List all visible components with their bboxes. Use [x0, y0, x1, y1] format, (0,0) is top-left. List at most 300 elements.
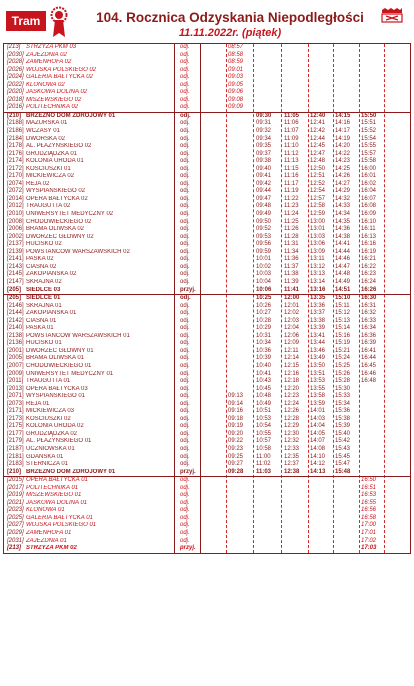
departure-tag: odj. — [180, 158, 190, 165]
departure-time: 15:19 — [335, 340, 351, 347]
departure-time: 16:22 — [361, 263, 377, 270]
table-row — [4, 476, 410, 485]
departure-time: 12:35 — [284, 453, 300, 460]
table-row — [4, 522, 410, 530]
departure-time: 13:44 — [310, 340, 326, 347]
departure-time: 13:06 — [310, 241, 326, 248]
departure-time: 16:26 — [361, 286, 377, 293]
stop-code: [2009] — [7, 370, 24, 377]
departure-time: 11:38 — [284, 271, 299, 278]
departure-time: 15:11 — [335, 302, 350, 309]
departure-time: 11:16 — [284, 173, 299, 180]
stop-name: STERNICZA 01 — [26, 461, 69, 468]
departure-time: 13:55 — [310, 385, 326, 392]
stop-code: [210] — [7, 468, 22, 475]
departure-time: 09:56 — [256, 241, 272, 248]
stop-name: CHODOWIECKIEGO 01 — [26, 362, 92, 369]
stop-code: [2186] — [7, 128, 24, 135]
departure-time: 13:41 — [310, 332, 326, 339]
departure-tag: odj. — [180, 355, 190, 362]
departure-time: 14:38 — [335, 233, 351, 240]
departure-time: 09:16 — [228, 408, 244, 415]
departure-tag: odj. — [180, 120, 190, 127]
departure-tag: odj. — [180, 44, 190, 50]
departure-tag: odj. — [180, 507, 190, 514]
departure-time: 15:47 — [335, 461, 351, 468]
departure-tag: odj. — [180, 180, 190, 187]
departure-time: 10:01 — [256, 256, 272, 263]
stop-name: UNIWERSYTET MEDYCZNY 02 — [26, 211, 114, 218]
departure-tag: odj. — [180, 530, 190, 536]
table-row — [4, 371, 410, 379]
departure-time: 14:17 — [335, 128, 351, 135]
departure-time: 13:14 — [310, 278, 326, 285]
departure-tag: odj. — [180, 499, 190, 506]
stop-code: [2021] — [7, 499, 24, 506]
departure-time: 14:46 — [335, 256, 351, 263]
stop-code: [2026] — [7, 66, 24, 73]
departure-time: 11:17 — [284, 180, 299, 187]
table-row — [4, 97, 410, 105]
departure-time: 14:33 — [335, 203, 351, 210]
stop-name: KLONOWA 01 — [26, 507, 65, 514]
table-row — [4, 89, 410, 97]
departure-time: 09:53 — [256, 233, 272, 240]
departure-time: 12:47 — [310, 150, 326, 157]
stop-code: [2014] — [7, 195, 24, 202]
stop-code: [2138] — [7, 332, 24, 339]
table-row — [4, 196, 410, 204]
departure-time: 16:31 — [361, 302, 377, 309]
departure-time: 12:14 — [284, 355, 300, 362]
departure-time: 12:30 — [284, 430, 300, 437]
departure-time: 12:09 — [284, 340, 300, 347]
stop-name: BRAMA OLIWSKA 01 — [26, 355, 85, 362]
departure-time: 12:42 — [310, 128, 326, 135]
departure-time: 16:41 — [361, 347, 377, 354]
departure-time: 15:30 — [335, 385, 351, 392]
stop-name: SIEDLCE 03 — [26, 286, 61, 293]
departure-time: 09:52 — [256, 226, 272, 233]
departure-time: 13:12 — [310, 263, 326, 270]
departure-time: 11:23 — [284, 203, 299, 210]
departure-tag: odj. — [180, 484, 190, 491]
table-row — [4, 59, 410, 67]
table-row — [4, 249, 410, 257]
departure-time: 16:24 — [361, 278, 377, 285]
departure-time: 13:37 — [310, 310, 326, 317]
stop-code: [205] — [7, 286, 22, 293]
stop-code: [2179] — [7, 438, 24, 445]
departure-time: 09:19 — [228, 423, 244, 430]
stop-code: [2176] — [7, 150, 24, 157]
table-row — [4, 310, 410, 318]
departure-time: 12:11 — [284, 347, 299, 354]
departure-time: 12:57 — [310, 195, 326, 202]
departure-time: 12:16 — [284, 370, 300, 377]
table-row — [4, 241, 410, 249]
departure-tag: odj. — [180, 195, 190, 202]
table-row — [4, 256, 410, 264]
stop-code: [213] — [7, 545, 22, 552]
departure-time: 09:28 — [228, 468, 244, 475]
departure-time: 09:27 — [228, 461, 244, 468]
departure-time: 10:43 — [256, 378, 272, 385]
stop-code: [2001] — [7, 347, 24, 354]
table-row — [4, 158, 410, 166]
departure-time: 15:55 — [361, 143, 377, 150]
stop-name: TRAUGUTTA 02 — [26, 203, 71, 210]
stop-code: [2015] — [7, 477, 24, 484]
departure-time: 16:56 — [361, 507, 377, 514]
table-row — [4, 166, 410, 174]
stop-code: [2025] — [7, 514, 24, 521]
table-row — [4, 500, 410, 508]
stop-code: [2142] — [7, 317, 24, 324]
departure-time: 10:31 — [256, 332, 272, 339]
stop-name: ZAJEZDNIA 02 — [26, 51, 67, 58]
departure-time: 13:09 — [310, 248, 326, 255]
departure-tag: odj. — [180, 143, 190, 150]
departure-time: 12:59 — [310, 211, 326, 218]
stop-code: [2017] — [7, 484, 24, 491]
departure-time: 13:35 — [310, 295, 326, 302]
stop-code: [2018] — [7, 96, 24, 103]
table-row — [4, 136, 410, 144]
departure-time: 10:48 — [256, 393, 272, 400]
departure-tag: odj. — [180, 295, 191, 302]
departure-time: 10:29 — [256, 325, 272, 332]
table-row — [4, 181, 410, 189]
table-row — [4, 74, 410, 82]
departure-time: 09:59 — [256, 248, 272, 255]
departure-time: 13:39 — [310, 325, 326, 332]
departure-time: 10:57 — [256, 438, 272, 445]
departure-time: 15:50 — [361, 112, 377, 119]
departure-time: 16:30 — [361, 295, 377, 302]
departure-tag: odj. — [180, 438, 190, 445]
stop-name: MISZEWSKIEGO 01 — [26, 492, 82, 499]
stop-name: ZAKOPIAŃSKA 02 — [26, 271, 77, 278]
stop-code: [2010] — [7, 211, 24, 218]
table-row — [4, 538, 410, 546]
table-row — [4, 469, 410, 477]
departure-tag: odj. — [180, 370, 190, 377]
departure-time: 13:13 — [310, 271, 326, 278]
stop-code: [2005] — [7, 355, 24, 362]
departure-tag: odj. — [180, 165, 190, 172]
departure-time: 15:43 — [335, 445, 351, 452]
departure-tag: odj. — [180, 112, 191, 119]
departure-time: 16:01 — [361, 173, 377, 180]
departure-tag: odj. — [180, 445, 190, 452]
departure-time: 12:44 — [310, 135, 326, 142]
departure-tag: odj. — [180, 81, 190, 88]
departure-tag: odj. — [180, 96, 190, 103]
departure-time: 15:21 — [335, 347, 351, 354]
departure-tag: odj. — [180, 461, 190, 468]
stop-name: ZAKOPIAŃSKA 01 — [26, 310, 77, 317]
departure-time: 12:02 — [284, 310, 300, 317]
table-row — [4, 219, 410, 227]
departure-time: 16:50 — [361, 477, 377, 484]
departure-tag: odj. — [180, 59, 190, 66]
stop-name: POLITECHNIKA 02 — [26, 104, 79, 111]
departure-time: 16:36 — [361, 332, 377, 339]
departure-time: 10:03 — [256, 271, 272, 278]
departure-tag: odj. — [180, 263, 190, 270]
stop-code: [2181] — [7, 453, 24, 460]
stop-code: [2011] — [7, 378, 24, 385]
stop-name: REJA 02 — [26, 180, 50, 187]
table-row — [4, 264, 410, 272]
table-row — [4, 128, 410, 136]
departure-time: 14:20 — [335, 143, 351, 150]
stop-code: [2013] — [7, 385, 24, 392]
departure-time: 16:34 — [361, 325, 377, 332]
departure-tag: odj. — [180, 408, 190, 415]
stop-name: GRUDZIĄDZKA 02 — [26, 430, 78, 437]
stop-name: DWORSKA 02 — [26, 135, 66, 142]
departure-time: 12:32 — [284, 438, 300, 445]
departure-time: 09:31 — [256, 120, 272, 127]
departure-time: 14:15 — [335, 112, 351, 119]
departure-time: 16:58 — [361, 514, 377, 521]
departure-time: 13:38 — [310, 317, 326, 324]
departure-time: 15:52 — [361, 128, 377, 135]
stop-name: SKRAJNA 02 — [26, 278, 62, 285]
stop-code: [2171] — [7, 408, 24, 415]
stop-code: [2016] — [7, 104, 24, 111]
departure-time: 13:11 — [310, 256, 325, 263]
departure-time: 10:45 — [256, 385, 272, 392]
departure-tag: odj. — [180, 332, 190, 339]
stop-name: PASKA 02 — [26, 256, 54, 263]
departure-time: 11:25 — [284, 218, 299, 225]
stop-name: OPERA BAŁTYCKA 01 — [26, 477, 88, 484]
departure-time: 12:26 — [284, 408, 300, 415]
departure-time: 16:16 — [361, 241, 377, 248]
departure-time: 11:02 — [256, 461, 271, 468]
table-row — [4, 112, 410, 121]
departure-tag: odj. — [180, 423, 190, 430]
departure-time: 16:39 — [361, 340, 377, 347]
stop-name: STRZYŻA PKM 02 — [26, 545, 77, 552]
stop-code: [2145] — [7, 271, 24, 278]
departure-time: 12:48 — [310, 158, 326, 165]
departure-time: 12:00 — [284, 295, 300, 302]
departure-tag: odj. — [180, 51, 190, 58]
departure-time: 16:55 — [361, 499, 377, 506]
timetable-table — [3, 43, 411, 554]
stop-code: [2031] — [7, 537, 24, 544]
departure-time: 09:09 — [228, 104, 244, 111]
stop-name: ZAMENHOFA 01 — [26, 530, 72, 536]
stop-code: [2140] — [7, 325, 24, 332]
departure-time: 11:28 — [284, 233, 299, 240]
departure-time: 15:58 — [361, 158, 377, 165]
stop-code: [2020] — [7, 89, 24, 96]
departure-time: 14:03 — [310, 415, 326, 422]
departure-time: 13:00 — [310, 218, 326, 225]
stop-code: [2139] — [7, 248, 24, 255]
stop-code: [2183] — [7, 461, 24, 468]
departure-time: 10:53 — [256, 415, 272, 422]
departure-time: 15:10 — [335, 295, 351, 302]
departure-time: 09:25 — [228, 453, 244, 460]
stop-name: OPERA BAŁTYCKA 02 — [26, 195, 88, 202]
stop-name: CIASNA 02 — [26, 263, 57, 270]
departure-time: 15:13 — [335, 317, 351, 324]
stop-name: UCZNIOWSKA 01 — [26, 445, 75, 452]
departure-tag: przyj. — [180, 545, 196, 552]
page-subtitle: 11.11.2022r. (piątek) — [178, 27, 282, 39]
departure-time: 16:23 — [361, 271, 377, 278]
departure-time: 09:18 — [228, 415, 244, 422]
departure-time: 13:01 — [310, 226, 326, 233]
departure-time: 11:19 — [284, 188, 299, 195]
stop-code: [2178] — [7, 143, 24, 150]
departure-time: 12:24 — [284, 400, 300, 407]
departure-time: 10:26 — [256, 302, 272, 309]
stop-code: [2071] — [7, 393, 24, 400]
departure-time: 17:02 — [361, 537, 377, 544]
departure-time: 14:36 — [335, 226, 351, 233]
departure-tag: odj. — [180, 241, 190, 248]
departure-time: 16:45 — [361, 362, 377, 369]
table-row — [4, 82, 410, 90]
departure-time: 16:44 — [361, 355, 377, 362]
table-row — [4, 363, 410, 371]
departure-time: 11:09 — [284, 135, 299, 142]
departure-tag: odj. — [180, 74, 190, 81]
departure-time: 12:38 — [284, 468, 300, 475]
departure-tag: odj. — [180, 415, 190, 422]
departure-time: 17:01 — [361, 530, 377, 536]
stop-code: [2170] — [7, 173, 24, 180]
stop-code: [2006] — [7, 226, 24, 233]
stop-code: [2143] — [7, 263, 24, 270]
departure-tag: odj. — [180, 150, 190, 157]
departure-time: 13:51 — [310, 370, 326, 377]
departure-time: 15:42 — [335, 438, 351, 445]
departure-time: 12:51 — [310, 173, 326, 180]
departure-time: 09:38 — [256, 158, 272, 165]
departure-time: 15:39 — [335, 423, 351, 430]
table-row — [4, 44, 410, 52]
table-row — [4, 294, 410, 303]
departure-time: 15:38 — [335, 415, 351, 422]
departure-time: 12:33 — [284, 445, 300, 452]
departure-time: 16:00 — [361, 165, 377, 172]
departure-tag: odj. — [180, 430, 190, 437]
departure-time: 09:06 — [228, 89, 244, 96]
table-row — [4, 120, 410, 128]
page-title: 104. Rocznica Odzyskania Niepodległości — [96, 10, 364, 25]
departure-time: 14:12 — [310, 461, 326, 468]
departure-time: 15:34 — [335, 400, 351, 407]
departure-time: 12:50 — [310, 165, 326, 172]
departure-tag: odj. — [180, 302, 190, 309]
departure-time: 14:25 — [335, 165, 351, 172]
departure-time: 14:16 — [335, 120, 351, 127]
departure-time: 11:24 — [284, 211, 299, 218]
stop-name: STRZYŻA PKM 03 — [26, 44, 77, 50]
stop-name: BRZEŹNO DOM ZDROJOWY 01 — [26, 112, 116, 119]
departure-time: 10:28 — [256, 317, 272, 324]
stop-name: WOJSKA POLSKIEGO 01 — [26, 522, 97, 529]
departure-time: 15:28 — [335, 378, 351, 385]
departure-time: 13:03 — [310, 233, 326, 240]
departure-time: 10:27 — [256, 310, 272, 317]
departure-time: 11:26 — [284, 226, 299, 233]
departure-tag: odj. — [180, 385, 190, 392]
departure-tag: odj. — [180, 271, 190, 278]
departure-time: 15:36 — [335, 408, 351, 415]
departure-time: 09:42 — [256, 180, 272, 187]
table-row — [4, 234, 410, 242]
stop-code: [213] — [7, 44, 21, 50]
departure-tag: odj. — [180, 393, 190, 400]
table-row — [4, 461, 410, 469]
stop-code: [2030] — [7, 51, 24, 58]
table-row — [4, 438, 410, 446]
stop-name: AL. PŁAŻYŃSKIEGO 02 — [26, 143, 92, 150]
stop-name: GRUDZIĄDZKA 01 — [26, 150, 78, 157]
stop-name: TRAUGUTTA 01 — [26, 378, 71, 385]
stop-name: KOŚCIUSZKI 01 — [26, 165, 71, 172]
departure-tag: odj. — [180, 347, 190, 354]
stop-name: KOLONIA URODA 02 — [26, 423, 84, 430]
departure-time: 15:14 — [335, 325, 351, 332]
departure-time: 09:47 — [256, 195, 272, 202]
stop-name: HUCISKO 01 — [26, 340, 62, 347]
stop-code: [2144] — [7, 310, 24, 317]
stop-name: GALERIA BAŁTYCKA 01 — [26, 514, 93, 521]
table-row — [4, 446, 410, 454]
stop-code: [2002] — [7, 233, 24, 240]
departure-time: 10:54 — [256, 423, 272, 430]
stop-name: WYSPIAŃSKIEGO 01 — [26, 393, 86, 400]
table-row — [4, 340, 410, 348]
departure-time: 11:12 — [284, 150, 299, 157]
departure-tag: odj. — [180, 310, 190, 317]
table-row — [4, 545, 410, 553]
departure-time: 14:47 — [335, 263, 351, 270]
stop-name: POWSTAŃCÓW WARSZAWSKICH 02 — [26, 248, 130, 255]
stop-code: [2029] — [7, 530, 24, 536]
departure-time: 11:34 — [284, 248, 299, 255]
departure-time: 11:36 — [284, 256, 299, 263]
departure-tag: odj. — [180, 362, 190, 369]
departure-time: 09:50 — [256, 218, 272, 225]
departure-time: 10:34 — [256, 340, 272, 347]
departure-time: 10:49 — [256, 400, 272, 407]
departure-time: 14:32 — [335, 195, 351, 202]
stop-code: [2174] — [7, 158, 24, 165]
departure-time: 16:09 — [361, 211, 377, 218]
stop-code: [2028] — [7, 59, 24, 66]
departure-time: 11:37 — [284, 263, 299, 270]
departure-time: 10:36 — [256, 347, 272, 354]
stop-name: WCZASY 01 — [26, 128, 60, 135]
departure-time: 13:58 — [310, 393, 326, 400]
departure-time: 15:26 — [335, 370, 351, 377]
departure-tag: odj. — [180, 522, 190, 529]
departure-time: 15:54 — [361, 135, 377, 142]
departure-time: 16:13 — [361, 233, 377, 240]
table-row — [4, 408, 410, 416]
